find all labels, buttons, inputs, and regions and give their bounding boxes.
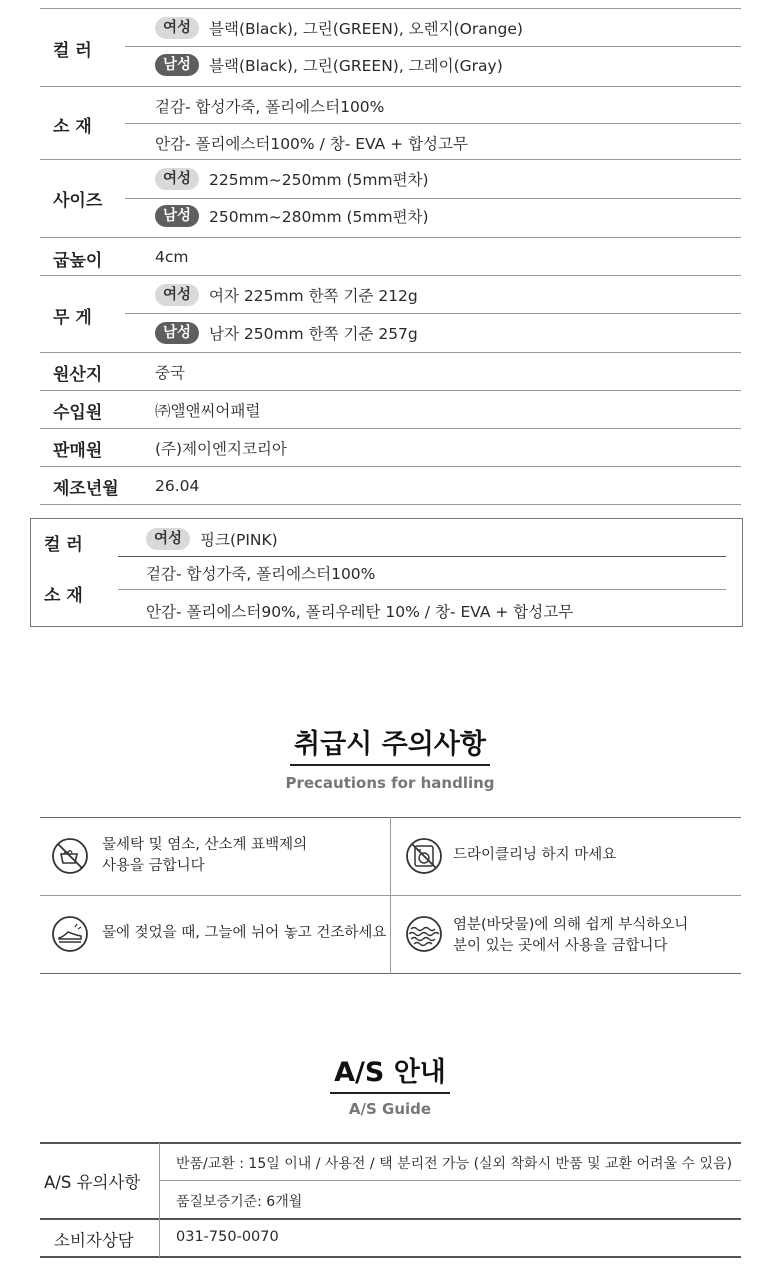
- pink-color-value: 핑크(PINK): [200, 531, 278, 549]
- women-badge: 여성: [155, 284, 199, 306]
- color-men: [155, 54, 503, 76]
- color-women-value: 블랙(Black), 그린(GREEN), 오렌지(Orange): [209, 20, 523, 38]
- made-label: 제조년월: [53, 479, 119, 499]
- divider: [125, 123, 741, 124]
- divider: [159, 1143, 160, 1257]
- divider: [40, 1218, 741, 1220]
- material-inner: 안감- 폴리에스터100% / 창- EVA + 합성고무: [155, 135, 468, 153]
- no-humidity-icon: [405, 915, 443, 953]
- as-notice-label: A/S 유의사항: [44, 1173, 141, 1192]
- seller-label: 판매원: [53, 441, 103, 461]
- weight-label: 무 게: [53, 308, 92, 328]
- color-label: 컬 러: [53, 41, 92, 61]
- care-item-4-line2: 분이 있는 곳에서 사용을 금합니다: [453, 938, 668, 954]
- importer-label: 수입원: [53, 403, 103, 423]
- weight-men-value: 남자 250mm 한쪽 기준 257g: [209, 325, 418, 343]
- material-outer: 겉감- 합성가죽, 폴리에스터100%: [155, 98, 385, 116]
- no-dryclean-icon: [405, 837, 443, 875]
- shade-dry-icon: [51, 915, 89, 953]
- care-item-4: [453, 915, 688, 957]
- as-contact-value: 031-750-0070: [176, 1229, 279, 1245]
- material-label: 소 재: [53, 117, 92, 137]
- men-badge: 남성: [155, 322, 199, 344]
- men-badge: 남성: [155, 205, 199, 227]
- divider: [125, 313, 741, 314]
- size-men-value: 250mm~280mm (5mm편차): [209, 208, 429, 226]
- women-badge: 여성: [146, 528, 190, 550]
- divider: [160, 1180, 741, 1181]
- divider: [40, 1256, 741, 1258]
- care-item-3: [102, 923, 386, 944]
- made-value: 26.04: [155, 477, 200, 495]
- divider: [40, 275, 741, 276]
- care-item-1-line2: 사용을 금합니다: [102, 858, 205, 874]
- women-badge: 여성: [155, 17, 199, 39]
- heel-label: 굽높이: [53, 251, 103, 271]
- divider: [40, 1142, 741, 1144]
- pink-color: [146, 528, 278, 550]
- divider: [40, 86, 741, 87]
- pink-material-label: 소 재: [44, 586, 83, 606]
- size-women: [155, 168, 429, 190]
- seller-value: (주)제이엔지코리아: [155, 440, 287, 458]
- care-item-3-line1: 물에 젖었을 때, 그늘에 뉘어 놓고 건조하세요: [102, 925, 387, 941]
- divider: [118, 556, 726, 557]
- as-notice-line1: 반품/교환 : 15일 이내 / 사용전 / 택 분리전 가능 (실외 착화시 반품 및 교환 어려울 수 있음): [176, 1156, 733, 1172]
- heel-value: 4cm: [155, 248, 189, 266]
- divider: [118, 589, 726, 590]
- as-notice-line2: 품질보증기준: 6개월: [176, 1194, 303, 1210]
- size-women-value: 225mm~250mm (5mm편차): [209, 171, 429, 189]
- divider: [40, 237, 741, 238]
- divider: [125, 198, 741, 199]
- divider: [40, 8, 741, 9]
- care-heading: [0, 722, 780, 792]
- as-contact-label: 소비자상담: [54, 1231, 134, 1250]
- care-subtitle: Precautions for handling: [285, 774, 495, 792]
- care-item-2: [453, 845, 616, 866]
- no-wash-icon: [51, 837, 89, 875]
- divider: [40, 466, 741, 467]
- as-heading: [0, 1050, 780, 1118]
- as-title: A/S 안내: [330, 1050, 450, 1094]
- origin-label: 원산지: [53, 365, 103, 385]
- weight-men: [155, 322, 418, 344]
- divider: [40, 352, 741, 353]
- divider: [40, 159, 741, 160]
- care-item-4-line1: 염분(바닷물)에 의해 쉽게 부식하오니: [453, 917, 689, 933]
- divider: [40, 504, 741, 505]
- color-women: [155, 17, 523, 39]
- size-label: 사이즈: [53, 191, 103, 211]
- weight-women: [155, 284, 418, 306]
- care-item-1: [102, 835, 307, 877]
- weight-women-value: 여자 225mm 한쪽 기준 212g: [209, 287, 418, 305]
- size-men: [155, 205, 429, 227]
- origin-value: 중국: [155, 364, 185, 382]
- pink-material-outer: 겉감- 합성가죽, 폴리에스터100%: [146, 565, 376, 583]
- care-item-2-line1: 드라이클리닝 하지 마세요: [453, 847, 617, 863]
- pink-material-inner: 안감- 폴리에스터90%, 폴리우레탄 10% / 창- EVA + 합성고무: [146, 603, 574, 621]
- pink-color-label: 컬 러: [44, 535, 83, 555]
- care-title: 취급시 주의사항: [290, 722, 490, 766]
- women-badge: 여성: [155, 168, 199, 190]
- divider: [40, 428, 741, 429]
- men-badge: 남성: [155, 54, 199, 76]
- care-item-1-line1: 물세탁 및 염소, 산소계 표백제의: [102, 837, 308, 853]
- divider: [390, 817, 391, 974]
- divider: [40, 390, 741, 391]
- as-subtitle: A/S Guide: [348, 1100, 432, 1118]
- importer-value: ㈜앨앤씨어패럴: [155, 402, 261, 420]
- color-men-value: 블랙(Black), 그린(GREEN), 그레이(Gray): [209, 57, 503, 75]
- divider: [125, 46, 741, 47]
